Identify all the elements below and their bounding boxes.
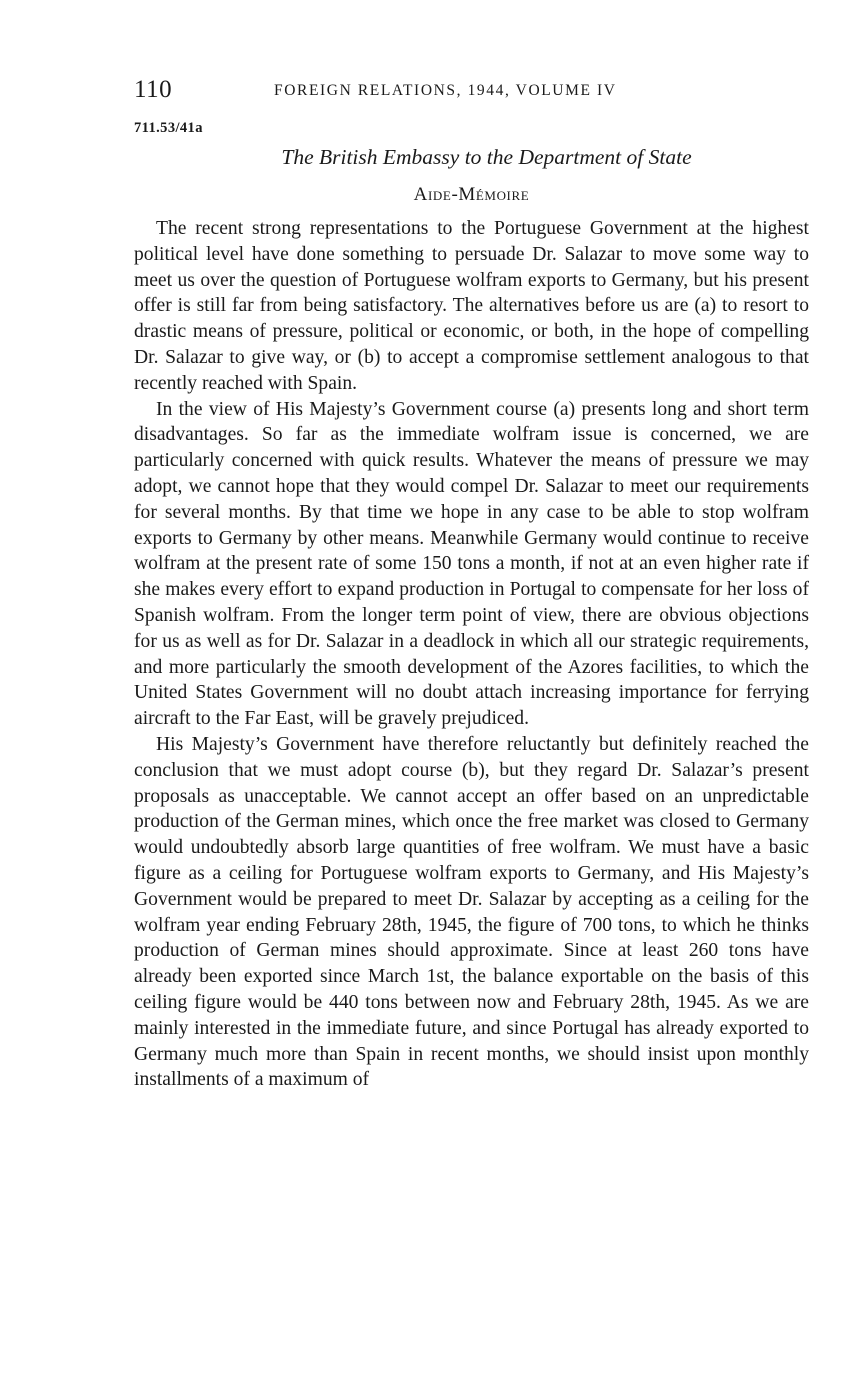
document-heading: The British Embassy to the Department of State	[281, 145, 692, 169]
file-number: 711.53/41a	[134, 120, 203, 136]
document-type: Aide-Mémoire	[413, 184, 530, 205]
running-title: FOREIGN RELATIONS, 1944, VOLUME IV	[274, 82, 617, 99]
document-page	[134, 72, 809, 1093]
running-head	[134, 72, 809, 108]
page-number: 110	[134, 76, 173, 103]
paragraph-1: The recent strong representations to the Portuguese Government at the highest political level have done something to persuade Dr. Salazar to move some way to meet us over the question of Portuguese wolfram exports to Germany, but his present offer is still far from being satisfactory. The alternatives before us are (a) to resort to drastic means of pressure, political or economic, or both, in the hope of compelling Dr. Salazar to give way, or (b) to accept a compromise settlement analogous to that recently reached with Spain.	[134, 218, 809, 394]
paragraph-2: In the view of His Majesty’s Government course (a) presents long and short term disadvantages. So far as the immediate wolfram issue is concerned, we are particularly concerned with quick results. Whatever the means of pressure we may adopt, we cannot hope that they would compel Dr. Salazar to meet our requirements for several months. By that time we hope in any case to be able to stop wolfram exports to Germany by other means. Meanwhile Germany would continue to receive wolfram at the present rate of some 150 tons a month, if not at an even higher rate if she makes every effort to expand production in Portugal to compensate for her loss of Spanish wolfram. From the longer term point of view, there are obvious objections for us as well as for Dr. Salazar in a deadlock in which all our strategic requirements, and more particularly the smooth development of the Azores facilities, to which the United States Government will no doubt attach increasing importance for ferrying aircraft to the Far East, will be gravely prejudiced.	[134, 398, 809, 730]
body-text	[134, 216, 809, 1093]
paragraph-3: His Majesty’s Government have therefore reluctantly but definitely reached the conclusion that we must adopt course (b), but they regard Dr. Salazar’s present proposals as unacceptable. We cannot accept an offer based on an unpredictable production of the German mines, which once the free market was closed to Germany would undoubtedly absorb large quantities of free wolfram. We must have a basic figure as a ceiling for Portuguese wolfram exports to Germany, and His Majesty’s Government would be prepared to meet Dr. Salazar by accepting as a ceiling for the wolfram year ending February 28th, 1945, the figure of 700 tons, to which he thinks production of German mines should approximate. Since at least 260 tons have already been exported since March 1st, the balance exportable on the basis of this ceiling figure would be 440 tons between now and February 28th, 1945. As we are mainly interested in the immediate future, and since Portugal has already exported to Germany much more than Spain in recent months, we should insist upon monthly installments of a maximum of	[134, 733, 809, 1091]
